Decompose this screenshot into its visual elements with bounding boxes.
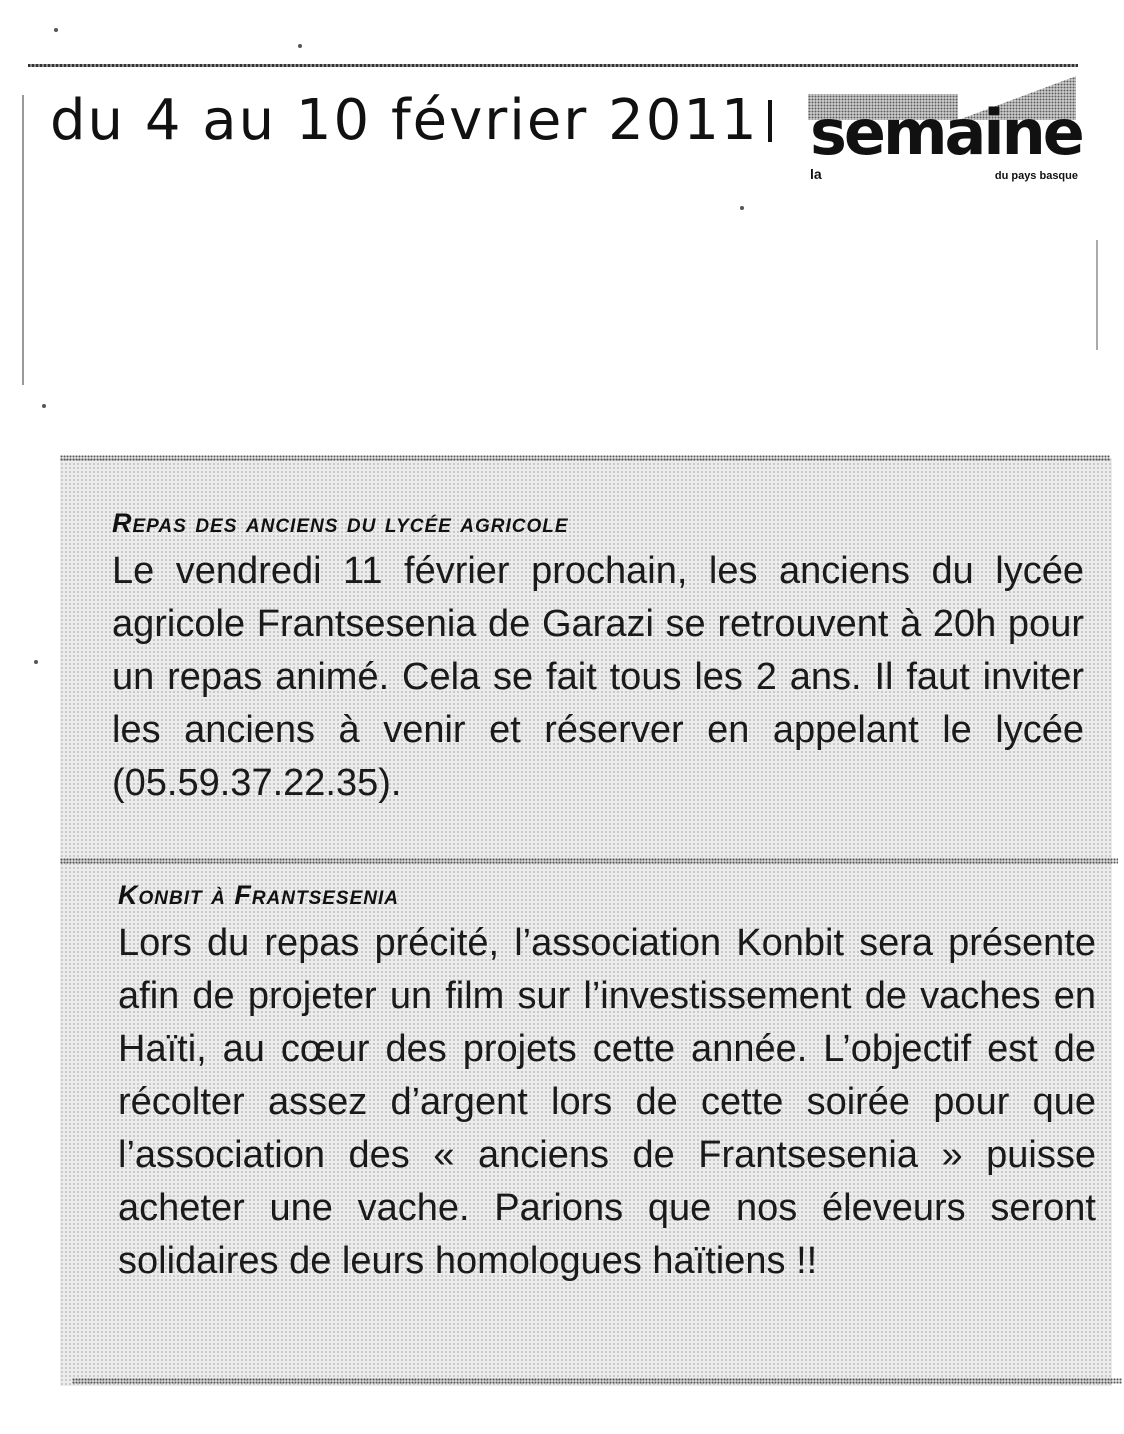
article-bottom-rule: [72, 1378, 1122, 1384]
article-section: [112, 508, 1084, 810]
article-top-rule: [60, 455, 1110, 461]
article-divider-rule: [60, 858, 1118, 864]
scan-speck: [54, 28, 58, 32]
newspaper-logo: [808, 74, 1080, 192]
date-separator: [768, 100, 772, 142]
scan-speck: [740, 206, 744, 210]
article-title: Repas des anciens du lycée agricole: [112, 508, 569, 538]
issue-date: du 4 au 10 février 2011: [50, 88, 759, 153]
article-body: Le vendredi 11 février prochain, les anciens du lycée agricole Frantsesenia de Garazi se retrouvent à 20h pour un repas animé. Cela se fait tous les 2 ans. Il faut inviter les anciens à venir et réserver en appelant le lycée (05.59.37.22.35).: [112, 550, 1084, 804]
article-title: Konbit à Frantsesenia: [118, 880, 400, 910]
logo-wordmark: semaine: [810, 96, 1082, 169]
article-section: [118, 880, 1096, 1288]
scan-edge-right: [1096, 240, 1098, 350]
logo-subtitle: du pays basque: [994, 170, 1078, 182]
top-rule: [28, 64, 1078, 67]
article-body: Lors du repas précité, l’association Konbit sera présente afin de projeter un film sur l’investissement de vaches en Haïti, au cœur des projets cette année. L’objectif est de récolter assez d’argent lors de cette soirée pour que l’association des « anciens de Frantsesenia » puisse acheter une vache. Parions que nos éleveurs seront solidaires de leurs homologues haïtiens !!: [118, 922, 1096, 1282]
scan-speck: [298, 44, 302, 48]
scan-speck: [42, 404, 46, 408]
logo-article: la: [810, 166, 822, 182]
scan-speck: [34, 660, 38, 664]
scan-edge-left: [22, 95, 24, 385]
